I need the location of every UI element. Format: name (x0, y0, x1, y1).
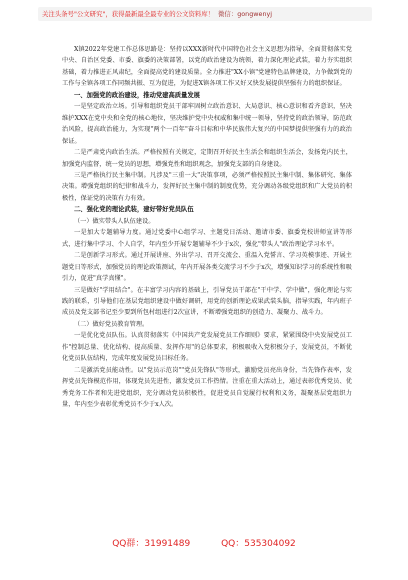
banner-left-text: 关注头条号"公文研究"，获得最新最全最专业的公文资料库！ (42, 10, 215, 18)
section-heading: 一、加强党的政治建设，推动党建高质量发展 (74, 91, 200, 99)
subsection-heading: （二）做好党员教育管理。 (74, 320, 149, 328)
document-body (62, 44, 352, 411)
body-paragraph: 一是优化党员队伍。认真贯彻落实《中国共产党发展党员工作细则》要求，紧紧围绕中央发展党员工作"控制总量、优化结构、提高质量、发挥作用"的总体要求，积极吸收入党积极分子，发展党员，不断优化党员队伍结构，完成年度发展党员目标任务。 (62, 332, 352, 363)
body-paragraph: 三是严格执行民主集中制。凡涉及"三重一大"决策事项，必须严格按照民主集中制、集体研究、集体决策。增强党组织的纪律和战斗力，发挥好民主集中制的制度优势，充分调动各级党组织和广大党员的积极性，保证党的决策有力有效。 (62, 171, 352, 202)
body-paragraph: 二是严肃党内政治生活。严格按照有关规定，定期召开好民主生活会和组织生活会，发扬党内民主，加强党内监督，统一党员的思想，增强党性和组织观念，加强党支部的自身建设。 (62, 149, 352, 168)
body-paragraph: 二是创新学习形式。通过开展讲座、外出学习、召开交流会、重温入党誓言、学习英模事迹、开展主题党日等形式，加强党员的理论政策测试，年内开展各类交流学习不少于x次，增强知识学习的系统性和吸引力，促进"真学真懂"。 (62, 252, 352, 283)
header-banner (38, 7, 372, 21)
footer-qq-group: QQ群：31991489 (112, 539, 191, 549)
body-paragraph: 一是坚定政治立场。引导和组织党员干部牢固树立政治意识、大局意识、核心意识和看齐意识，坚决维护XXX在党中央和全党的核心地位，坚决维护党中央权威和集中统一领导，坚持党的政治领导，防范政治风险，提高政治能力，为实现"两个一百年"奋斗目标和中华民族伟大复兴的中国梦提供坚强有力的政治保证。 (62, 103, 352, 145)
body-paragraph: 三是做好"学用结合"。在丰富学习内容的基础上，引导党员干部在"干中学、学中做"，强化理论与实践的联系，引导他们在基层党组织建设中做好调研，用党的创新理论成果武装头脑，指导实践，年内班子成员及党支部书记至少要到所包村组进行2次宣讲，不断增强党组织的创造力、凝聚力、战斗力。 (62, 286, 352, 317)
subsection-heading: （一）做实带头人队伍建设。 (74, 217, 155, 225)
footer (0, 536, 408, 549)
body-paragraph: 一是加大专题辅导力度。通过党委中心组学习、主题党日活动、邀请市委、旗委党校讲师宣讲等形式，进行集中学习、个人自学，年内至少开展专题辅导不少于x次，强化"带头人"政治理论学习水平。 (62, 229, 352, 248)
section-heading: 二、强化党的理论武装，建好带好党员队伍 (74, 206, 194, 214)
banner-wechat-text: 微信：gongwenyj (218, 10, 273, 18)
footer-qq: QQ：535304092 (221, 539, 296, 549)
body-paragraph: 二是激活党员能动性。以"党员示范岗""党员先锋队"等形式，激励党员亮出身份，当先锋作表率，发挥党员先锋模范作用，体现党员先进性，激发党员工作热情。注重在重大活动上，通过表彰优秀党员、优秀党务工作者和先进党组织，充分调动党员积极性，促进党员自觉履行权利和义务，凝聚基层党组织力量，年内至少表彰优秀党员不少于x人次。 (62, 366, 352, 409)
body-paragraph: X镇2022年党建工作总体思路是：坚持以XXX新时代中国特色社会主义思想为指导，全面贯彻落实党中央、自治区党委、市委、旗委的决策部署，以党的政治建设为统领，着力深化理论武装，着力夯实组织基础，着力推进正风肃纪，全面提高党的建设质量。全力推进"XX小镇"党建特色品牌建设，力争做到党的工作与全镇各项工作同频共振、互为促进，为促进X镇各项工作又好又快发展提供坚强有力的组织保证。 (62, 46, 352, 88)
